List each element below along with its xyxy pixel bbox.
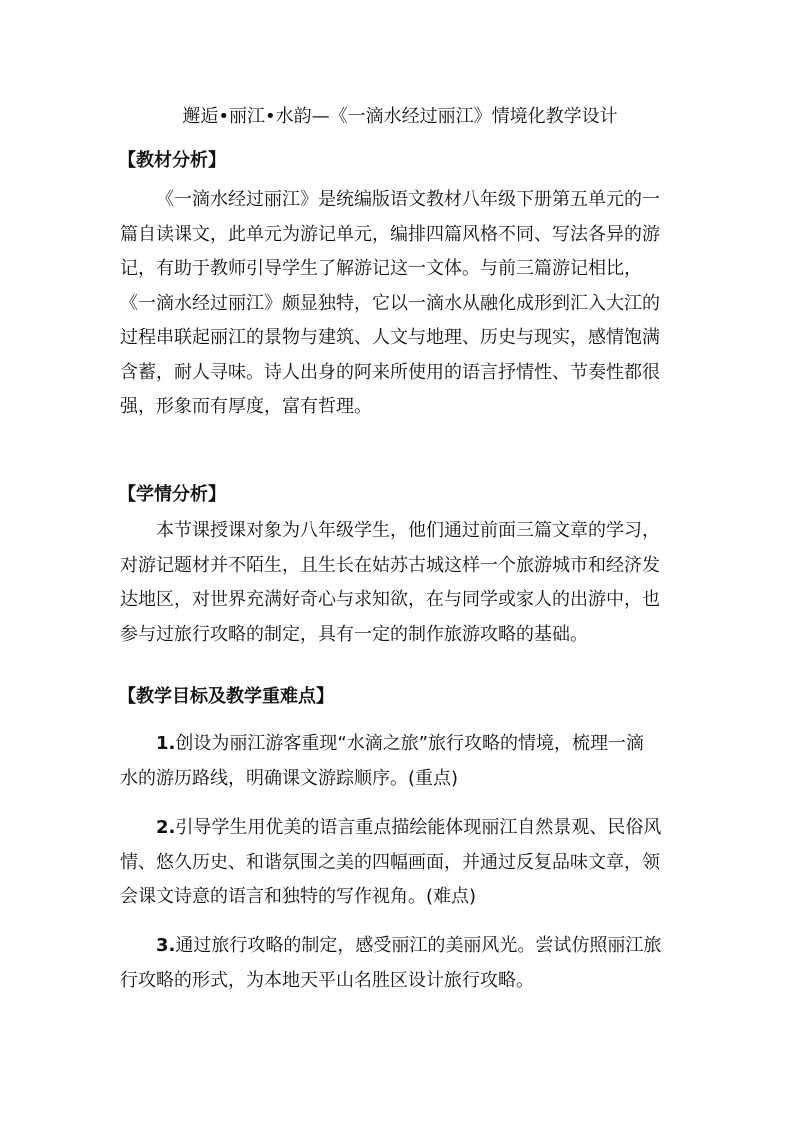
text-line: 情、悠久历史、和谐氛围之美的四幅画面，并通过反复品味文章，领 [120,851,660,873]
item-text: 通过旅行攻略的制定，感受丽江的美丽风光。尝试仿照丽江旅 [175,935,662,956]
item-number: 2. [156,817,176,838]
text-line [120,727,680,762]
text-line: 本节课授课对象为八年级学生，他们通过前面三篇文章的学习， [156,520,660,541]
document-title: 邂逅•丽江•水韵—《一滴水经过丽江》情境化教学设计 [182,106,618,127]
text-line: 含蓄，耐人寻味。诗人出身的阿来所使用的语言抒情性、节奏性都很 [120,361,660,383]
section-heading-textbook-analysis: 【教材分析】 [118,150,226,171]
objective-item-2 [120,811,680,915]
objective-item-3 [120,929,680,998]
text-line: 会课文诗意的语言和独特的写作视角。(难点) [120,886,477,907]
text-line: 《一滴水经过丽江》颇显独特，它以一滴水从融化成形到汇入大江的 [120,292,660,314]
text-line: 强，形象而有厚度，富有哲理。 [120,396,372,417]
text-line: 对游记题材并不陌生，且生长在姑苏古城这样一个旅游城市和经济发 [120,554,660,576]
text-line: 记，有助于教师引导学生了解游记这一文体。与前三篇游记相比， [120,258,642,279]
text-line: 水的游历路线，明确课文游踪顺序。(重点) [120,767,459,789]
item-number: 1. [156,733,176,754]
section-heading-student-analysis: 【学情分析】 [118,484,226,505]
text-line: 过程串联起丽江的景物与建筑、人文与地理、历史与现实，感情饱满 [120,327,660,348]
section-heading-teaching-objectives: 【教学目标及教学重难点】 [118,686,334,707]
objective-item-1 [120,727,680,796]
text-line: 篇自读课文，此单元为游记单元，编排四篇风格不同、写法各异的游 [120,223,660,245]
paragraph-student-analysis [120,514,680,652]
text-line [120,811,680,846]
text-line [120,929,680,964]
text-line: 《一滴水经过丽江》是统编版语文教材八年级下册第五单元的一 [156,189,660,210]
item-text: 引导学生用优美的语言重点描绘能体现丽江自然景观、民俗风 [175,817,662,838]
item-text: 创设为丽江游客重现“水滴之旅”旅行攻略的情境，梳理一滴 [175,733,645,754]
text-line: 行攻略的形式，为本地天平山名胜区设计旅行攻略。 [120,969,534,991]
text-line: 参与过旅行攻略的制定，具有一定的制作旅游攻略的基础。 [120,623,588,645]
paragraph-textbook-analysis [120,183,680,425]
item-number: 3. [156,935,176,956]
text-line: 达地区，对世界充满好奇心与求知欲，在与同学或家人的出游中，也 [120,589,660,610]
